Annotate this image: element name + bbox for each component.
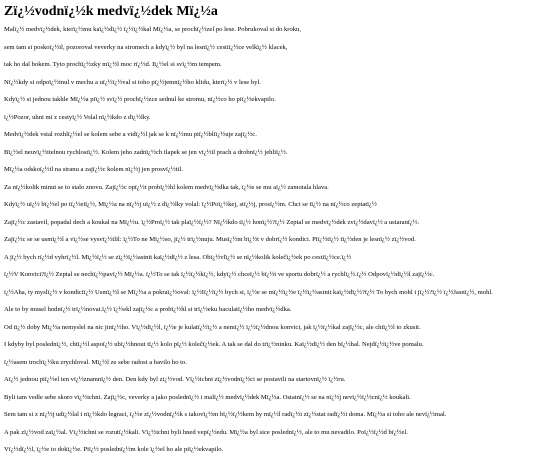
- paragraph: I kdyby byl poslednï¿½, chtï¿½l aspoï¿½ ubï¿½hnout tï¿½ kolo pï¿½ kolečï¿½ek. A tak se dal do trï¿½ninku. Kaï¿½dï¿½ den bï¿½hal. Nejdï¿½ï¿½ve pomalu.: [4, 341, 424, 348]
- document-body: [4, 26, 536, 455]
- paragraph: ï¿½Aha, ty myslï¿½ v kondiciï¿½ Usmï¿½l se Mï¿½a a pokraï¿½oval: ï¿½Iï¿½ï¿½ bych si, ï¿½e se mï¿½ï¿½e ï¿½ï¿½astnit kaï¿½dï¿½?ï¿½ To bych mohl i jï¿½?ï¿½ ï¿½Jasnï¿½, mohl.: [4, 288, 493, 296]
- paragraph: Vï¿½dï¿½l, ï¿½e to dokï¿½e. Piï¿½ poslednï¿½m kole ï¿½el ho ale piï¿½ekvapilo.: [4, 446, 224, 453]
- paragraph: Zajï¿½c se se usmï¿½l a vï¿½se vysvï¿½tlil: ï¿½To ne Mï¿½so, jï¿½ trï¿½nuju. Musï¿½m bï¿½t v dobrï¿½ kondici. Piï¿½tï¿½ tï¿½den je lesnï¿½ zï¿½vod.: [4, 236, 416, 243]
- paragraph: sem tam si poskoï¿½il, pozoroval veverky na stromech a kdyï¿½ byl na lesnï¿½ cestiï¿½ce velkï¿½ klacek,: [4, 43, 288, 51]
- paragraph: Medvï¿½dek vstal rozhlï¿½el se kolem sebe a vidï¿½l jak se k nï¿½mu piï¿½bliï¿½uje zajï¿½c.: [4, 131, 257, 138]
- paragraph: Za nï¿½kolik minut se to stalo znovu. Zajï¿½c opï¿½t probï¿½hl kolem medvï¿½dka tak, ï¿½e se mu aï¿½ zamotala hlava.: [4, 183, 329, 191]
- paragraph: Zajï¿½c zastavil, popadal dech a koukal na Mï¿½u. ï¿½Proï¿½ tak plaï¿½ï¿½? Nï¿½kdo tï¿½ honï¿½?ï¿½ Zeptal se medvï¿½dek zvï¿½davï¿½ a ustaranï¿½.: [4, 218, 420, 226]
- paragraph: Kdyï¿½ uï¿½ bï¿½el po tï¿½etï¿½, Mï¿½a na nï¿½j uï¿½ z dï¿½lky volal: ï¿½Poï¿½kej, stï¿½j, prosï¿½m. Chci se tï¿½ na nï¿½co zeptatï¿½: [4, 201, 377, 208]
- paragraph: Malï¿½ medvï¿½dek, kterï¿½mu kaï¿½dï¿½ ï¿½ï¿½kal Mï¿½a, se prochï¿½zel po lese. Pobrukoval si do kroku,: [4, 26, 302, 33]
- paragraph: tak ho dal bokem. Tyto prochï¿½zky mï¿½l moc rï¿½d. Iï¿½el si svï¿½m tempem.: [4, 61, 222, 68]
- paragraph: Nï¿½kdy si odpoï¿½inul v mechu a uï¿½ï¿½val si toho pï¿½jemnï¿½ho klidu, kterï¿½ v lese byl.: [4, 78, 261, 86]
- paragraph: Od tï¿½ doby Mï¿½a nemyslel na nic jinï¿½ho. Vï¿½dï¿½l, ï¿½e je kulatï¿½ï¿½ a nemï¿½ ï¿½ï¿½dnou konvici, jak ï¿½ï¿½kal zajï¿½c, ale chtï¿½l to zkusit.: [4, 323, 421, 331]
- paragraph: ï¿½Pozor, uhni mi z cestyï¿½ Volal nï¿½kdo z dï¿½lky.: [4, 113, 151, 121]
- paragraph: A pak zï¿½vod zaï¿½al. Vï¿½ichni se rozutï¿½kali. Vï¿½ichni byli hned vepï¿½edu. Mï¿½a byl sice poslednï¿½, ale to mu nevadilo. Poï¿½ï¿½d bï¿½el.: [4, 428, 408, 436]
- paragraph: Bï¿½el neuvï¿½itelnou rychlostï¿½. Kolem jeho zadnï¿½ch tlapek se jen vï¿½il prach a drobnï¿½ jehliï¿½.: [4, 148, 288, 156]
- paragraph: A jï¿½ bych rï¿½d vyhrï¿½l. Mï¿½ï¿½ se zï¿½ï¿½astnit kaï¿½dï¿½ z lesa. Obï¿½vlï¿½ se nï¿½kolik kolečï¿½ek po cestiï¿½ce.ï¿½: [4, 253, 352, 261]
- paragraph: Byli tam vedle sebe skoro vï¿½ichni. Zajï¿½c, veverky a jako poslednï¿½ i malï¿½ medvï¿½dek Mï¿½a. Ostatnï¿½ se na nï¿½j nevï¿½ï¿½cnï¿½ koukali.: [4, 393, 411, 401]
- paragraph: Kdyï¿½ si jednou takhle Mï¿½a piï¿½ svï¿½ prochï¿½zce sednul ke stromu, nï¿½co ho piï¿½ekvapilo.: [4, 96, 276, 103]
- paragraph: Ale to by musel hodnï¿½ trï¿½novat.ï¿½ ï¿½ekl zajï¿½c a probï¿½hl si trï¿½eku baculatï¿½ho medvï¿½dka.: [4, 306, 292, 313]
- paragraph: Aï¿½ jednou piï¿½el ten vï¿½znamnï¿½ den. Den kdy byl zï¿½vod. Vï¿½ichni zï¿½vodnï¿½ci se postavili na startovnï¿½ ï¿½ru.: [4, 376, 346, 383]
- paragraph: ï¿½asem trochï¿½ku zrychloval. Mï¿½l ze sebe radost a bavilo ho to.: [4, 358, 187, 366]
- paragraph: Mï¿½a odskoï¿½il na stranu a zajï¿½c kolem nï¿½j jen prosvï¿½til.: [4, 166, 183, 173]
- paragraph: Sem tam si z nï¿½j udï¿½lal i nï¿½kdo legraci, ï¿½e zï¿½vodnï¿½k s takovï¿½m bï¿½ï¿½kem by mï¿½l radï¿½i zï¿½stat radï¿½i doma. Mï¿½a si toho ale nevï¿½mal.: [4, 411, 447, 418]
- paragraph: ï¿½V Konvici?ï¿½ Zeptal se nechï¿½pavï¿½ Mï¿½a. ï¿½To se tak ï¿½ï¿½kï¿½, kdyï¿½ chceï¿½ bï¿½t ve sportu dobrï¿½ a rychlï¿½.ï¿½ Odpovï¿½dï¿½l zajï¿½c.: [4, 271, 435, 278]
- document-title: Zï¿½vodnï¿½k medvï¿½dek Mï¿½a: [4, 4, 218, 19]
